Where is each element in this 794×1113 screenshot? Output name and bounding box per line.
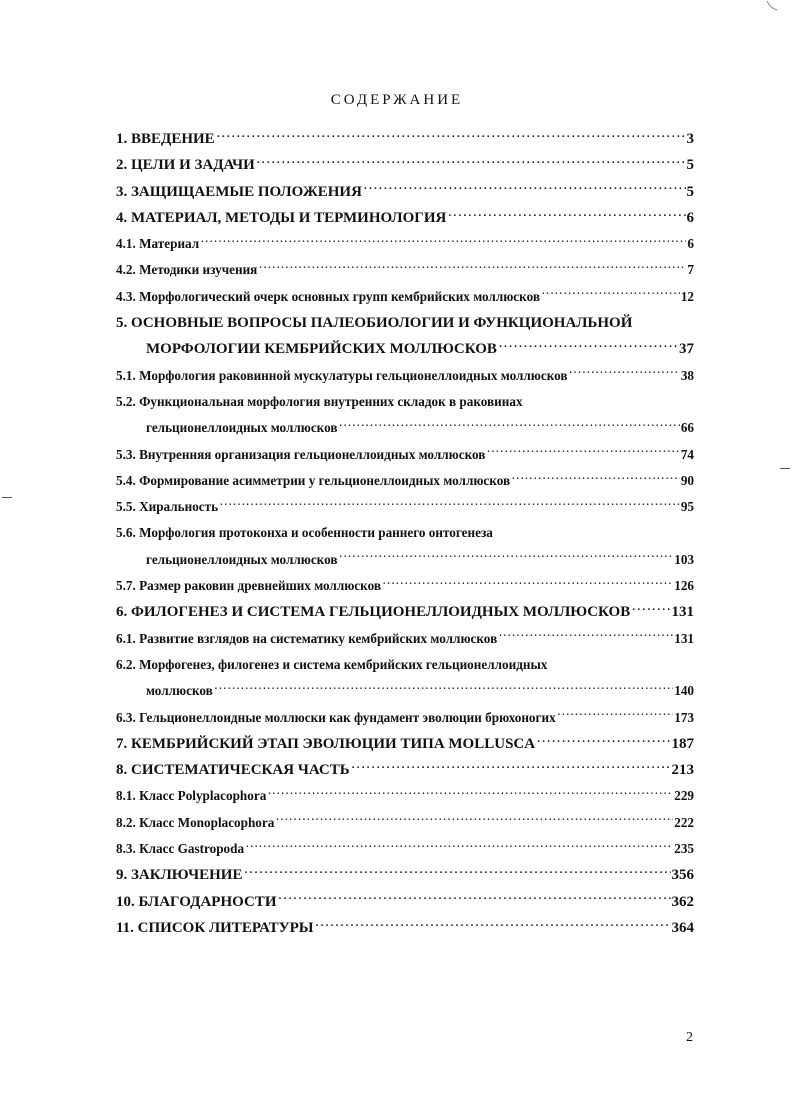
toc-entry [116,415,694,441]
toc-entry [116,757,694,783]
toc-leader-dots [339,551,674,564]
toc-entry [116,810,694,836]
toc-leader-dots [536,733,670,748]
scan-artifact-icon [765,0,779,12]
toc-entry [116,678,694,704]
toc-leader-dots [314,917,670,932]
toc-entry [116,179,694,205]
toc-entry-page: 362 [671,893,694,910]
toc-entry-label: МОРФОЛОГИИ КЕМБРИЙСКИХ МОЛЛЮСКОВ [146,341,497,358]
toc-leader-dots [267,787,673,800]
toc-entry [116,889,694,915]
toc-leader-dots [258,261,686,274]
toc-entry [116,205,694,231]
toc-entry-page: 6 [687,236,694,252]
toc-entry-label: 6. ФИЛОГЕНЕЗ И СИСТЕМА ГЕЛЬЦИОНЕЛЛОИДНЫХ МОЛЛЮСКОВ [116,604,631,621]
toc-leader-dots [351,759,671,774]
toc-entry-page: 173 [674,709,694,725]
page-number: 2 [686,1030,693,1045]
toc-entry [116,599,694,625]
page-title: СОДЕРЖАНИЕ [330,92,464,108]
toc-entry-label: 8.2. Класс Monoplacophora [116,814,275,830]
toc-leader-dots [541,288,680,301]
toc-entry-label: 4.3. Морфологический очерк основных групп кембрийских моллюсков [116,288,540,304]
toc-entry-label: гельционеллоидных моллюсков [146,551,338,567]
toc-entry-label: гельционеллоидных моллюсков [146,420,338,436]
toc-entry-label: 5.7. Размер раковин древнейших моллюсков [116,578,381,594]
toc-entry-page: 140 [674,683,694,699]
toc-entry-page: 90 [680,472,694,488]
toc-entry-label: 10. БЛАГОДАРНОСТИ [116,893,277,910]
toc-leader-dots [200,235,686,248]
toc-leader-dots [486,445,679,458]
toc-leader-dots [216,128,686,143]
toc-entry-page: 187 [671,735,694,752]
toc-entry-label: 5.1. Морфология раковинной мускулатуры гельционеллоидных моллюсков [116,367,568,383]
toc-entry [116,652,694,678]
toc-entry-label: 11. СПИСОК ЛИТЕРАТУРЫ [116,919,314,936]
toc-leader-dots [498,629,673,642]
toc-leader-dots [339,419,680,432]
toc-entry-label: 6.1. Развитие взглядов на систематику кембрийских моллюсков [116,630,498,646]
toc-entry [116,836,694,862]
toc-leader-dots [511,472,680,485]
toc-entry [116,126,694,152]
toc-entry [116,389,694,415]
toc-entry-page: 222 [674,814,694,830]
toc-entry-page: 356 [671,867,694,884]
toc-entry [116,862,694,888]
table-of-contents [116,126,694,941]
toc-entry-page: 131 [674,630,694,646]
toc-entry-page: 66 [680,420,694,436]
toc-leader-dots [498,338,678,353]
toc-entry-label: 4.2. Методики изучения [116,262,258,278]
toc-entry-page: 3 [686,131,694,147]
toc-entry-page: 7 [687,262,694,278]
toc-entry-label: 6.2. Морфогенез, филогенез и система кембрийских гельционеллоидных [116,656,548,672]
toc-leader-dots [363,181,686,196]
toc-entry-label: 5.3. Внутренняя организация гельционеллоидных моллюсков [116,446,486,462]
toc-entry-label: 4. МАТЕРИАЛ, МЕТОДЫ И ТЕРМИНОЛОГИЯ [116,209,447,226]
toc-leader-dots [557,708,674,721]
toc-entry-page: 38 [680,367,694,383]
toc-leader-dots [219,498,680,511]
toc-leader-dots [277,891,670,906]
toc-leader-dots [447,207,685,222]
toc-entry [116,547,694,573]
toc-entry-label: 4.1. Материал [116,236,200,252]
toc-entry [116,363,694,389]
toc-entry-page: 364 [671,919,694,936]
toc-entry [116,705,694,731]
toc-entry-label: 5.6. Морфология протоконха и особенности раннего онтогенеза [116,525,493,541]
toc-entry-label: 8.1. Класс Polyplacophora [116,788,267,804]
toc-leader-dots [214,682,673,695]
toc-entry [116,284,694,310]
toc-entry-label: 5.4. Формирование асимметрии у гельционеллоидных моллюсков [116,472,511,488]
toc-entry [116,468,694,494]
toc-entry [116,336,694,362]
toc-entry-label: 3. ЗАЩИЩАЕМЫЕ ПОЛОЖЕНИЯ [116,183,362,200]
scan-edge-mark [780,468,790,469]
toc-entry [116,257,694,283]
toc-leader-dots [275,814,673,827]
toc-entry-page: 5 [686,157,694,174]
toc-leader-dots [245,840,673,853]
toc-entry-page: 74 [680,446,694,462]
toc-leader-dots [569,366,680,379]
toc-entry-page: 5 [686,183,694,200]
toc-entry [116,152,694,178]
toc-entry-label: моллюсков [146,683,213,699]
toc-entry [116,626,694,652]
toc-entry-label: 8. СИСТЕМАТИЧЕСКАЯ ЧАСТЬ [116,762,350,779]
toc-entry-page: 6 [686,209,694,226]
toc-entry-page: 229 [674,788,694,804]
toc-entry [116,231,694,257]
toc-entry-page: 213 [671,762,694,779]
toc-entry-label: 5. ОСНОВНЫЕ ВОПРОСЫ ПАЛЕОБИОЛОГИИ И ФУНКЦИОНАЛЬНОЙ [116,315,633,332]
toc-entry-label: 7. КЕМБРИЙСКИЙ ЭТАП ЭВОЛЮЦИИ ТИПА MOLLUSCA [116,735,536,752]
toc-entry [116,573,694,599]
scan-edge-mark [2,497,12,498]
toc-entry-page: 126 [674,578,694,594]
toc-entry [116,520,694,546]
toc-entry-label: 8.3. Класс Gastropoda [116,841,245,857]
toc-leader-dots [243,864,670,879]
toc-entry-label: 2. ЦЕЛИ И ЗАДАЧИ [116,157,255,174]
toc-entry [116,915,694,941]
toc-entry-label: 5.5. Хиральность [116,499,219,515]
toc-entry [116,783,694,809]
toc-entry-label: 6.3. Гельционеллоидные моллюски как фундамент эволюции брюхоногих [116,709,556,725]
toc-entry-page: 235 [674,841,694,857]
toc-entry-label: 1. ВВЕДЕНИЕ [116,131,215,147]
toc-leader-dots [631,601,670,616]
toc-entry-page: 95 [680,499,694,515]
toc-entry [116,442,694,468]
toc-entry [116,494,694,520]
toc-entry-label: 9. ЗАКЛЮЧЕНИЕ [116,867,243,884]
toc-entry [116,310,694,336]
toc-entry-page: 103 [674,551,694,567]
toc-leader-dots [256,154,686,169]
toc-entry [116,731,694,757]
toc-entry-page: 37 [679,341,694,358]
toc-entry-page: 12 [680,288,694,304]
toc-entry-page: 131 [671,604,694,621]
toc-leader-dots [382,577,673,590]
toc-entry-label: 5.2. Функциональная морфология внутренних складок в раковинах [116,393,523,409]
